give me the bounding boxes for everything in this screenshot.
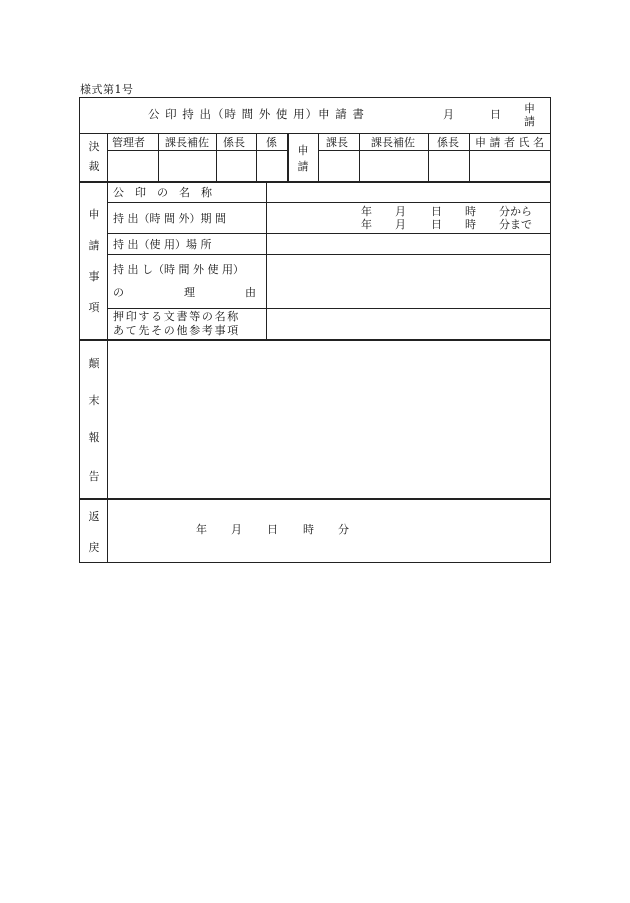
place-label: 持 出（使 用）場 所 — [113, 238, 212, 251]
date-month-label[interactable]: 月 — [443, 108, 454, 121]
application-label-3: 事 — [88, 270, 100, 283]
rule — [107, 181, 108, 339]
seal-name-field[interactable] — [267, 182, 549, 201]
report-field[interactable] — [108, 341, 549, 497]
period-field[interactable] — [267, 203, 549, 232]
to-day-label: 日 — [431, 218, 442, 231]
to-hour-label: 時 — [465, 218, 476, 231]
return-label-1: 返 — [88, 510, 100, 523]
report-label-3: 報 — [88, 431, 100, 444]
reason-label-ri: 理 — [184, 286, 195, 299]
return-day-label: 日 — [267, 523, 278, 536]
doc-label-line1: 押印する文書等の名称 — [113, 310, 240, 323]
report-label-2: 末 — [88, 394, 100, 407]
return-month-label: 月 — [231, 523, 242, 536]
from-year-label: 年 — [361, 205, 372, 218]
applicant-label-2: 請 — [297, 160, 309, 173]
form-title: 公 印 持 出（時 間 外 使 用）申 請 書 — [148, 107, 365, 121]
approval-col-staff: 係 — [266, 136, 277, 149]
applicant-stamp-deputy[interactable] — [360, 151, 427, 180]
to-year-label: 年 — [361, 218, 372, 231]
from-day-label: 日 — [431, 205, 442, 218]
reason-label-line1: 持 出 し（時 間 外 使 用） — [113, 263, 244, 276]
header-corner-1: 申 — [524, 102, 535, 115]
place-field[interactable] — [267, 234, 549, 253]
rule — [80, 133, 550, 134]
approval-label-1: 決 — [88, 140, 100, 153]
doc-field[interactable] — [267, 309, 549, 338]
applicant-stamp-section-chief[interactable] — [319, 151, 358, 180]
return-year-label: 年 — [196, 523, 207, 536]
rule — [287, 133, 289, 181]
approval-stamp-chief[interactable] — [217, 151, 255, 180]
return-label-2: 戻 — [88, 541, 100, 554]
report-label-1: 顛 — [88, 357, 100, 370]
approval-label-2: 裁 — [88, 160, 100, 173]
period-label: 持 出（時 間 外）期 間 — [113, 212, 226, 225]
applicant-label-1: 申 — [297, 144, 309, 157]
approval-col-deputy: 課長補佐 — [165, 136, 209, 149]
applicant-col-chief: 係長 — [437, 136, 459, 149]
approval-stamp-manager[interactable] — [108, 151, 157, 180]
seal-name-label: 公 印 の 名 称 — [113, 186, 212, 199]
application-label-1: 申 — [88, 208, 100, 221]
header-corner-2: 請 — [524, 115, 535, 128]
reason-field[interactable] — [267, 255, 549, 307]
return-hour-label: 時 — [303, 523, 314, 536]
applicant-col-section-chief: 課長 — [326, 136, 348, 149]
approval-stamp-staff[interactable] — [257, 151, 286, 180]
approval-col-chief: 係長 — [223, 136, 245, 149]
to-month-label: 月 — [395, 218, 406, 231]
from-minute-label: 分から — [499, 205, 532, 218]
return-field[interactable] — [108, 500, 549, 561]
applicant-col-deputy: 課長補佐 — [371, 136, 415, 149]
form-id: 様式第1号 — [80, 83, 134, 96]
applicant-stamp-chief[interactable] — [429, 151, 468, 180]
report-label-4: 告 — [88, 470, 100, 483]
reason-label-yu: 由 — [245, 286, 256, 299]
date-day-label[interactable]: 日 — [490, 108, 501, 121]
from-hour-label: 時 — [465, 205, 476, 218]
approval-col-manager: 管理者 — [112, 136, 145, 149]
reason-label-no: の — [113, 286, 124, 299]
application-label-4: 項 — [88, 301, 100, 314]
applicant-col-name: 申 請 者 氏 名 — [475, 136, 544, 149]
applicant-name-field[interactable] — [470, 151, 549, 180]
return-minute-label: 分 — [338, 523, 349, 536]
application-label-2: 請 — [88, 239, 100, 252]
to-minute-label: 分まで — [499, 218, 532, 231]
application-form — [79, 97, 551, 563]
doc-label-line2: あて先その他参考事項 — [113, 324, 240, 337]
from-month-label: 月 — [395, 205, 406, 218]
approval-stamp-deputy[interactable] — [159, 151, 215, 180]
